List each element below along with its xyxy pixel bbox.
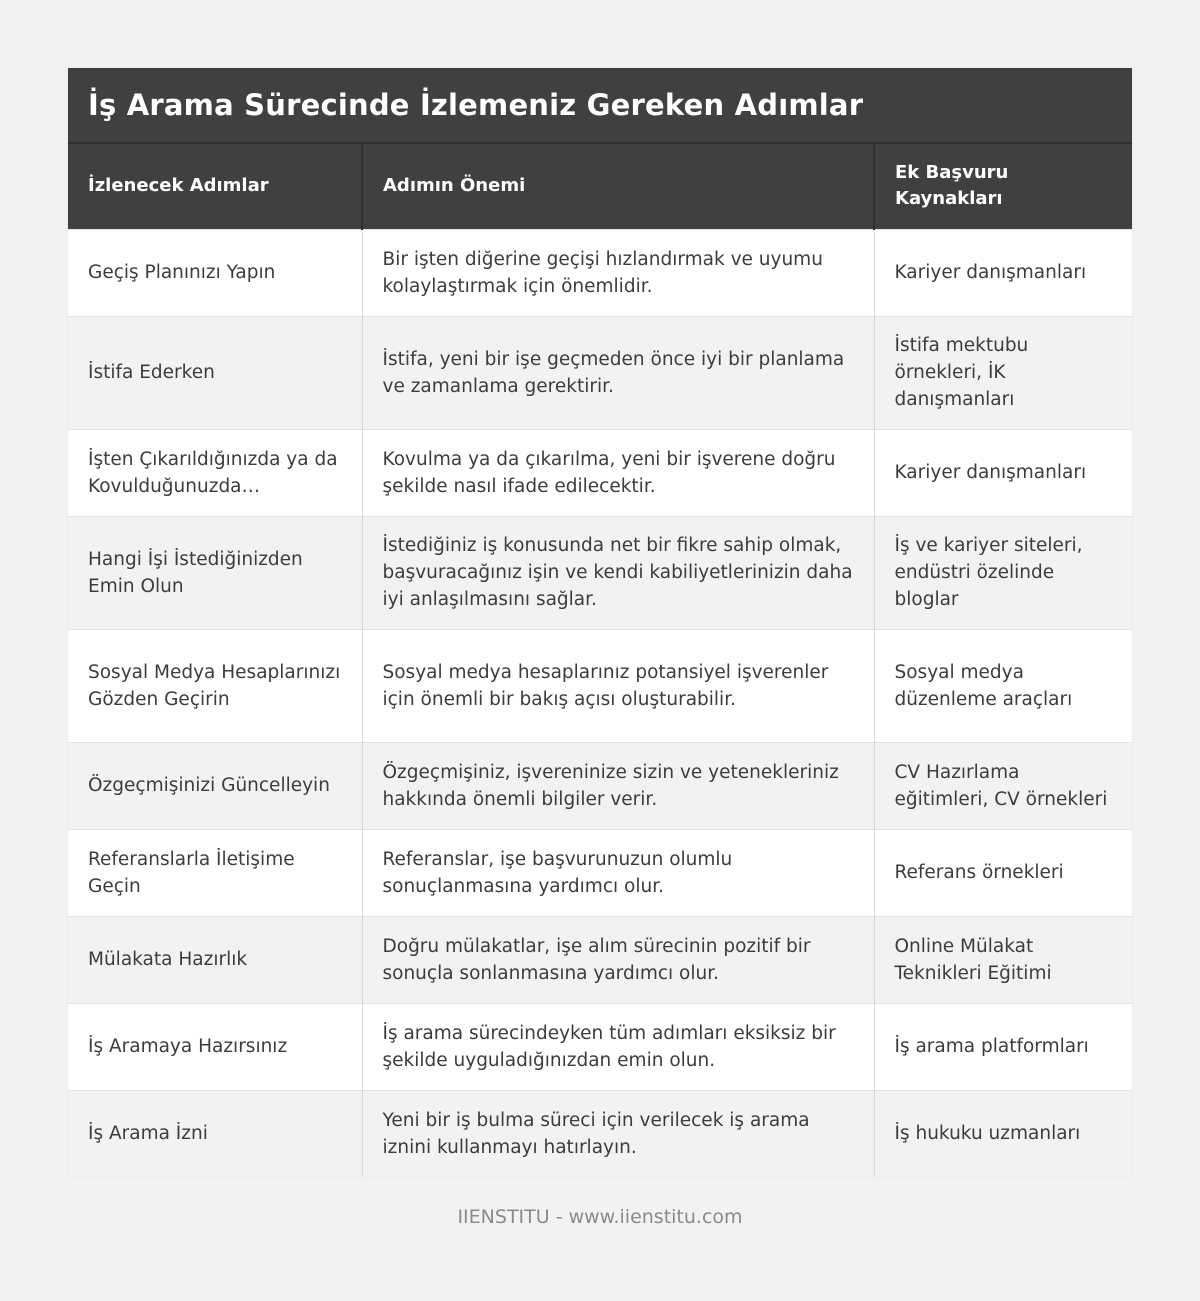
step-cell: Geçiş Planınızı Yapın [68,229,362,316]
resource-cell: Online Mülakat Teknikleri Eğitimi [874,916,1132,1003]
importance-cell: İş arama sürecindeyken tüm adımları eksiksiz bir şekilde uyguladığınızdan emin olun. [362,1003,874,1090]
resource-cell: İstifa mektubu örnekleri, İK danışmanları [874,316,1132,429]
resource-cell: İş arama platformları [874,1003,1132,1090]
table-row [68,742,1132,829]
table-row [68,629,1132,742]
importance-cell: İstediğiniz iş konusunda net bir fikre sahip olmak, başvuracağınız işin ve kendi kabiliyetlerinizin daha iyi anlaşılmasını sağlar. [362,516,874,629]
importance-cell: Yeni bir iş bulma süreci için verilecek iş arama iznini kullanmayı hatırlayın. [362,1090,874,1177]
importance-cell: Özgeçmişiniz, işvereninize sizin ve yetenekleriniz hakkında önemli bilgiler verir. [362,742,874,829]
title-bar [68,68,1132,144]
column-header-resources: Ek Başvuru Kaynakları [874,144,1132,229]
table-row [68,829,1132,916]
table-row [68,229,1132,316]
column-header-steps: İzlenecek Adımlar [68,144,362,229]
resource-cell: CV Hazırlama eğitimleri, CV örnekleri [874,742,1132,829]
resource-cell: Kariyer danışmanları [874,429,1132,516]
resource-cell: Referans örnekleri [874,829,1132,916]
resource-cell: İş ve kariyer siteleri, endüstri özelinde bloglar [874,516,1132,629]
resource-cell: Kariyer danışmanları [874,229,1132,316]
importance-cell: Kovulma ya da çıkarılma, yeni bir işverene doğru şekilde nasıl ifade edilecektir. [362,429,874,516]
resource-cell: Sosyal medya düzenleme araçları [874,629,1132,742]
steps-table [68,144,1132,1177]
step-cell: Sosyal Medya Hesaplarınızı Gözden Geçirin [68,629,362,742]
importance-cell: Bir işten diğerine geçişi hızlandırmak ve uyumu kolaylaştırmak için önemlidir. [362,229,874,316]
column-header-importance: Adımın Önemi [362,144,874,229]
importance-cell: Doğru mülakatlar, işe alım sürecinin pozitif bir sonuçla sonlanmasına yardımcı olur. [362,916,874,1003]
table-row [68,429,1132,516]
step-cell: İş Arama İzni [68,1090,362,1177]
step-cell: Mülakata Hazırlık [68,916,362,1003]
table-card [68,68,1132,1177]
step-cell: İş Aramaya Hazırsınız [68,1003,362,1090]
footer-source: IIENSTITU - www.iienstitu.com [457,1206,743,1228]
table-row [68,516,1132,629]
table-row [68,316,1132,429]
step-cell: Referanslarla İletişime Geçin [68,829,362,916]
importance-cell: Sosyal medya hesaplarınız potansiyel işverenler için önemli bir bakış açısı oluşturabilir. [362,629,874,742]
importance-cell: Referanslar, işe başvurunuzun olumlu sonuçlanmasına yardımcı olur. [362,829,874,916]
step-cell: İstifa Ederken [68,316,362,429]
table-row [68,1090,1132,1177]
step-cell: İşten Çıkarıldığınızda ya da Kovulduğunuzda… [68,429,362,516]
table-header-row [68,144,1132,229]
resource-cell: İş hukuku uzmanları [874,1090,1132,1177]
table-row [68,916,1132,1003]
table-row [68,1003,1132,1090]
page-title: İş Arama Sürecinde İzlemeniz Gereken Adımlar [88,88,864,122]
importance-cell: İstifa, yeni bir işe geçmeden önce iyi bir planlama ve zamanlama gerektirir. [362,316,874,429]
step-cell: Hangi İşi İstediğinizden Emin Olun [68,516,362,629]
step-cell: Özgeçmişinizi Güncelleyin [68,742,362,829]
